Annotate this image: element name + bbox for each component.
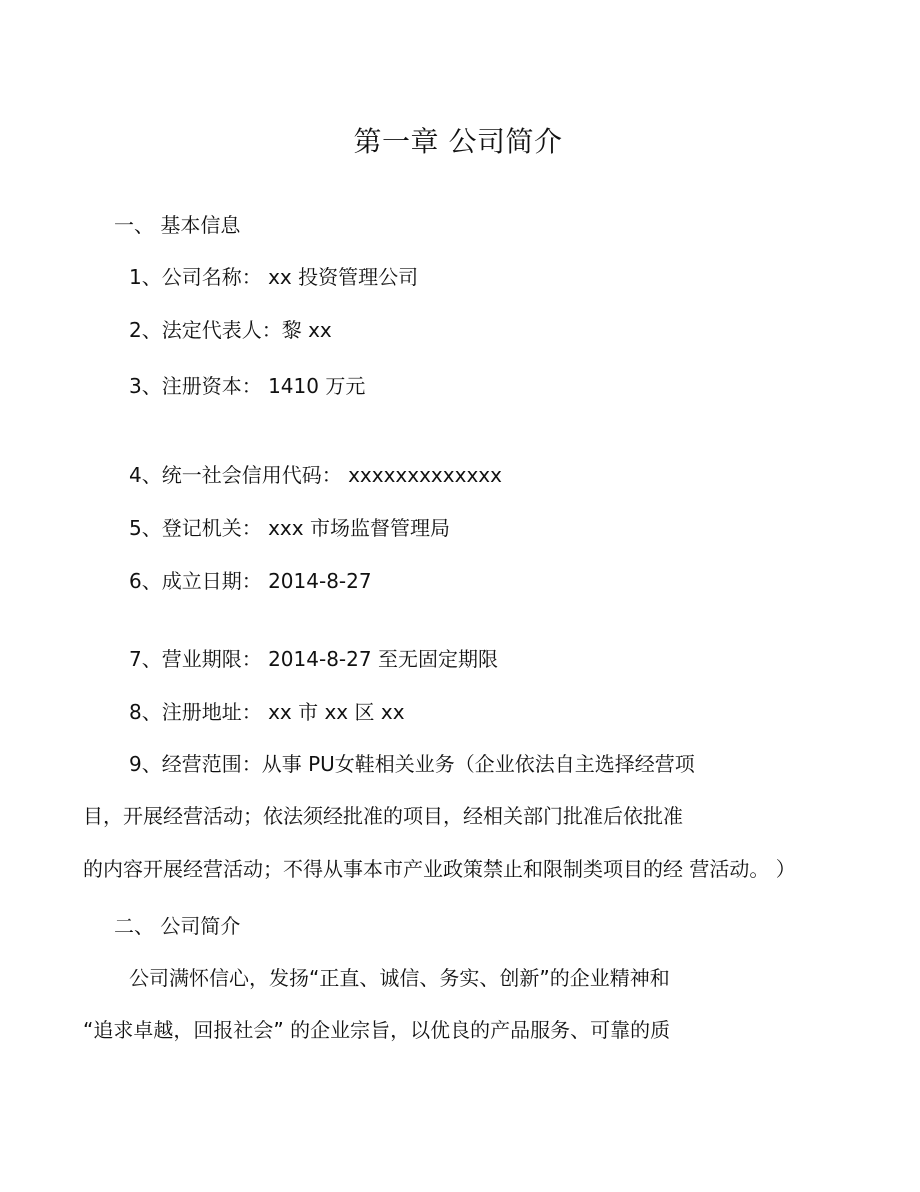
info-establish-date: 6、成立日期： 2014-8-27 <box>129 569 372 593</box>
info-credit-code: 4、统一社会信用代码： xxxxxxxxxxxxx <box>129 463 502 487</box>
section-heading-basic-info: 一、 基本信息 <box>114 213 241 237</box>
scope-line-2: 目，开展经营活动；依法须经批准的项目，经相关部门批准后依批准 <box>83 804 683 828</box>
info-registration-authority: 5、登记机关： xxx 市场监督管理局 <box>129 516 450 540</box>
info-legal-representative: 2、法定代表人：黎 xx <box>129 318 332 342</box>
intro-line-2: “追求卓越，回报社会” 的企业宗旨，以优良的产品服务、可靠的质 <box>83 1018 671 1042</box>
scope-line-1: 9、经营范围：从事 PU女鞋相关业务（企业依法自主选择经营项 <box>129 752 695 776</box>
info-business-term: 7、营业期限： 2014-8-27 至无固定期限 <box>129 647 498 671</box>
info-registered-capital: 3、注册资本： 1410 万元 <box>129 374 366 398</box>
scope-line-3: 的内容开展经营活动；不得从事本市产业政策禁止和限制类项目的经 营活动。 ） <box>83 857 796 881</box>
chapter-title: 第一章 公司简介 <box>353 125 563 158</box>
info-registered-address: 8、注册地址： xx 市 xx 区 xx <box>129 700 405 724</box>
intro-line-1: 公司满怀信心，发扬“正直、诚信、务实、创新”的企业精神和 <box>129 966 670 990</box>
info-company-name: 1、公司名称： xx 投资管理公司 <box>129 265 419 289</box>
section-heading-company-intro: 二、 公司简介 <box>114 914 241 938</box>
